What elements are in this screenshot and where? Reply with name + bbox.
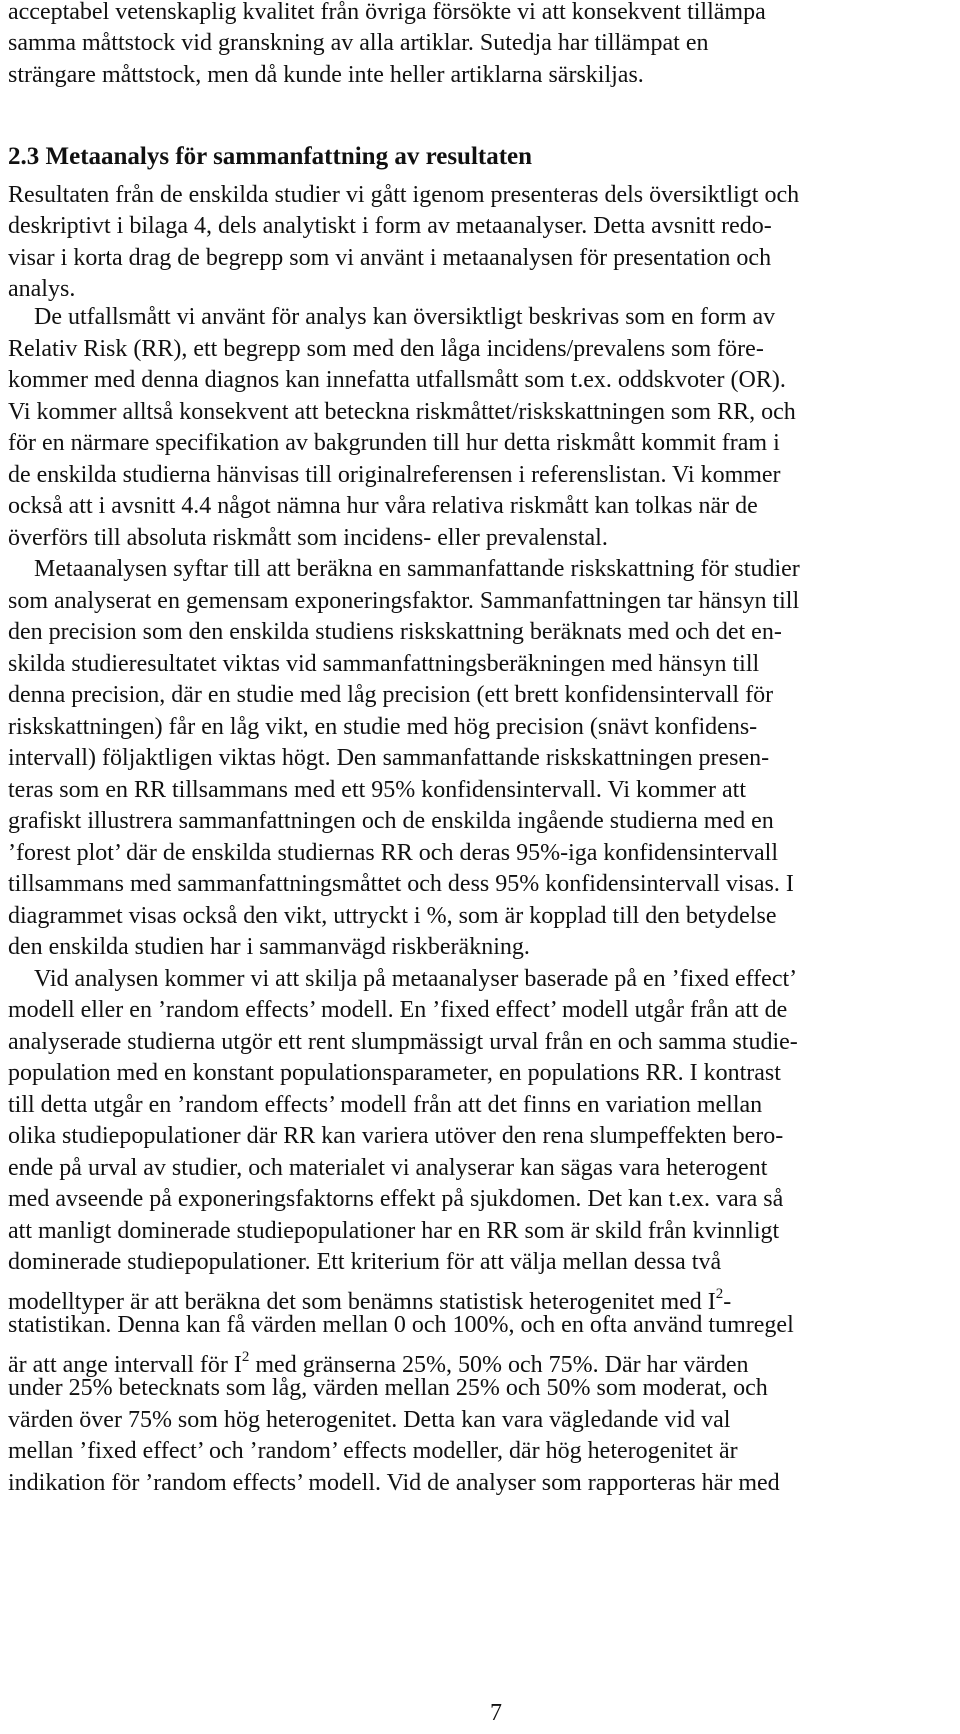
text-line: teras som en RR tillsammans med ett 95% konfidensintervall. Vi kommer att [8, 777, 746, 803]
text-line: skilda studieresultatet viktas vid sammanfattningsberäkningen med hänsyn till [8, 651, 760, 677]
text-line: olika studiepopulationer där RR kan variera utöver den rena slumpeffekten bero- [8, 1123, 784, 1149]
text-line: till detta utgår en ’random effects’ modell från att det finns en variation mellan [8, 1092, 763, 1118]
text-line: tillsammans med sammanfattningsmåttet och dess 95% konfidensintervall visas. I [8, 871, 794, 897]
text-line: strängare måttstock, men då kunde inte heller artiklarna särskiljas. [8, 62, 644, 88]
text-line: mellan ’fixed effect’ och ’random’ effects modeller, där hög heterogenitet är [8, 1438, 738, 1464]
text-segment: modelltyper är att beräkna det som benämns statistisk heterogenitet med I [8, 1289, 716, 1315]
text-line: Vi kommer alltså konsekvent att beteckna riskmåttet/riskskattningen som RR, och [8, 399, 796, 425]
text-line: den precision som den enskilda studiens riskskattning beräknats med och det en- [8, 619, 782, 645]
text-line: för en närmare specifikation av bakgrunden till hur detta riskmått kommit fram i [8, 430, 780, 456]
text-segment: - [723, 1289, 732, 1315]
page-number: 7 [490, 1700, 502, 1726]
text-line: som analyserat en gemensam exponeringsfaktor. Sammanfattningen tar hänsyn till [8, 588, 800, 614]
text-line: kommer med denna diagnos kan innefatta utfallsmått som t.ex. oddskvoter (OR). [8, 367, 786, 393]
text-line: samma måttstock vid granskning av alla artiklar. Sutedja har tillämpat en [8, 30, 709, 56]
text-line: de enskilda studierna hänvisas till originalreferensen i referenslistan. Vi kommer [8, 462, 781, 488]
superscript: 2 [715, 1286, 724, 1302]
text-line [8, 1279, 732, 1315]
text-line: analys. [8, 276, 76, 302]
text-line: analyserade studierna utgör ett rent slumpmässigt urval från en och samma studie- [8, 1029, 798, 1055]
text-segment: med gränserna 25%, 50% och 75%. Där har värden [249, 1352, 749, 1378]
text-line: också att i avsnitt 4.4 något nämna hur våra relativa riskmått kan tolkas när de [8, 493, 758, 519]
text-line: ’forest plot’ där de enskilda studiernas RR och deras 95%-iga konfidensintervall [8, 840, 779, 866]
text-line [8, 1342, 749, 1378]
text-line: att manligt dominerade studiepopulationer har en RR som är skild från kvinnligt [8, 1218, 780, 1244]
text-line: denna precision, där en studie med låg precision (ett brett konfidensintervall för [8, 682, 774, 708]
section-heading: 2.3 Metaanalys för sammanfattning av resultaten [8, 143, 533, 170]
text-line: grafiskt illustrera sammanfattningen och de enskilda ingående studierna med en [8, 808, 774, 834]
text-line: dominerade studiepopulationer. Ett kriterium för att välja mellan dessa två [8, 1249, 722, 1275]
text-line: modell eller en ’random effects’ modell. En ’fixed effect’ modell utgår från att de [8, 997, 788, 1023]
superscript: 2 [241, 1349, 250, 1365]
text-line: indikation för ’random effects’ modell. Vid de analyser som rapporteras här med [8, 1470, 780, 1496]
text-segment: är att ange intervall för I [8, 1352, 242, 1378]
text-line: Relativ Risk (RR), ett begrepp som med den låga incidens/prevalens som före- [8, 336, 764, 362]
text-line: Metaanalysen syftar till att beräkna en sammanfattande riskskattning för studier [34, 556, 800, 582]
text-line: diagrammet visas också den vikt, uttryckt i %, som är kopplad till den betydelse [8, 903, 777, 929]
text-line: population med en konstant populationsparameter, en populations RR. I kontrast [8, 1060, 781, 1086]
text-line: statistikan. Denna kan få värden mellan 0 och 100%, och en ofta använd tumregel [8, 1312, 794, 1338]
text-line: acceptabel vetenskaplig kvalitet från övriga försökte vi att konsekvent tillämpa [8, 0, 766, 25]
text-line: värden över 75% som hög heterogenitet. Detta kan vara vägledande vid val [8, 1407, 731, 1433]
text-line: Vid analysen kommer vi att skilja på metaanalyser baserade på en ’fixed effect’ [34, 966, 798, 992]
text-line: med avseende på exponeringsfaktorns effekt på sjukdomen. Det kan t.ex. vara så [8, 1186, 784, 1212]
text-line: överförs till absoluta riskmått som incidens- eller prevalenstal. [8, 525, 608, 551]
text-line: intervall) följaktligen viktas högt. Den sammanfattande riskskattningen presen- [8, 745, 770, 771]
text-line: Resultaten från de enskilda studier vi gått igenom presenteras dels översiktligt och [8, 182, 800, 208]
text-line: under 25% betecknats som låg, värden mellan 25% och 50% som moderat, och [8, 1375, 768, 1401]
text-line: De utfallsmått vi använt för analys kan översiktligt beskrivas som en form av [34, 304, 776, 330]
text-line: deskriptivt i bilaga 4, dels analytiskt i form av metaanalyser. Detta avsnitt redo- [8, 213, 772, 239]
text-line: den enskilda studien har i sammanvägd riskberäkning. [8, 934, 530, 960]
text-line: riskskattningen) får en låg vikt, en studie med hög precision (snävt konfidens- [8, 714, 758, 740]
text-line: ende på urval av studier, och materialet vi analyserar kan sägas vara heterogent [8, 1155, 768, 1181]
text-line: visar i korta drag de begrepp som vi använt i metaanalysen för presentation och [8, 245, 772, 271]
